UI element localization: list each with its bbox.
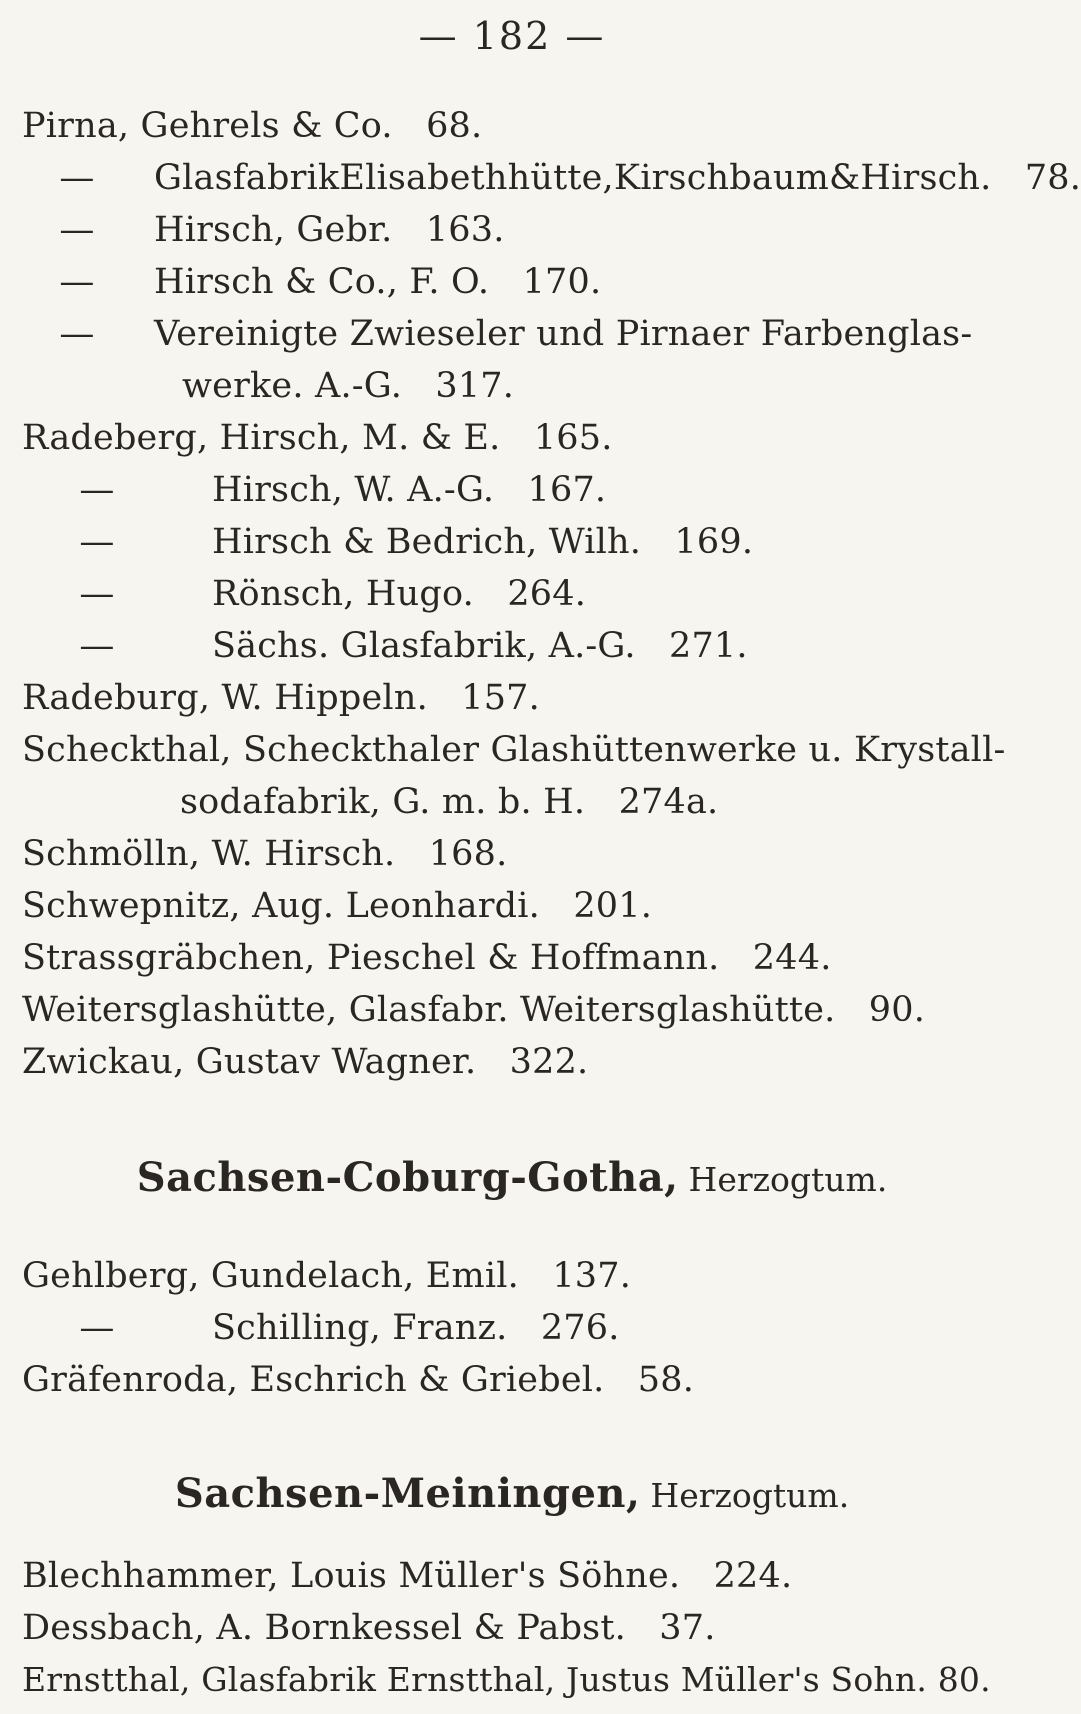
section-subtitle: Herzogtum. <box>650 1476 850 1515</box>
list-item <box>22 724 1006 776</box>
list-item <box>22 1602 1002 1654</box>
entry-text: Glasfabr. Weitersglashütte. <box>348 990 836 1030</box>
entry-number: 157. <box>461 678 540 718</box>
section-title: Sachsen-Coburg-Gotha, <box>136 1154 679 1201</box>
list-item <box>22 672 1002 724</box>
list-item <box>22 1354 1002 1406</box>
entry-number: 37. <box>659 1608 716 1648</box>
entry-number: 78. <box>1024 158 1081 198</box>
place-name: Dessbach, <box>22 1608 206 1648</box>
place-name: Strassgräbchen, <box>22 938 316 978</box>
entry-text: A. Bornkessel & Pabst. <box>216 1608 626 1648</box>
entry-number: 276. <box>540 1308 620 1348</box>
list-item-continuation <box>22 360 1002 412</box>
list-item-continuation <box>22 776 1002 828</box>
list-item <box>22 100 1002 152</box>
entry-text: Rönsch, Hugo. <box>212 574 474 614</box>
place-name: Radeburg, <box>22 678 211 718</box>
list-item <box>22 880 1002 932</box>
entry-number: 169. <box>674 522 754 562</box>
entry-number: 165. <box>533 418 613 458</box>
place-name: Zwickau, <box>22 1042 185 1082</box>
list-item <box>22 828 1002 880</box>
ditto-dash: — <box>59 314 95 354</box>
entry-number: 322. <box>509 1042 589 1082</box>
list-item <box>22 1250 1002 1302</box>
list-item <box>22 984 1002 1036</box>
entry-text: W. Hippeln. <box>221 678 428 718</box>
entry-number: 271. <box>668 626 748 666</box>
entry-text: Hirsch, M. & E. <box>219 418 501 458</box>
entry-text: sodafabrik, G. m. b. H. <box>180 782 586 822</box>
ditto-dash: — <box>79 522 115 562</box>
entry-text: Louis Müller's Söhne. <box>290 1556 681 1596</box>
list-item <box>22 308 1002 360</box>
page-number: — 182 — <box>418 14 606 58</box>
entry-text: W. Hirsch. <box>211 834 396 874</box>
entry-number: 58. <box>637 1360 695 1400</box>
list-item <box>22 1550 1002 1602</box>
entry-text: Hirsch, Gebr. <box>154 210 393 250</box>
entry-text: Pieschel & Hoffmann. <box>326 938 720 978</box>
ditto-dash: — <box>79 470 115 510</box>
entry-text: Hirsch & Co., F. O. <box>154 262 490 302</box>
entry-number: 201. <box>573 886 653 926</box>
entry-text: Gustav Wagner. <box>195 1042 477 1082</box>
place-name: Blechhammer, <box>22 1556 279 1596</box>
ditto-dash: — <box>79 626 115 666</box>
entry-number: 274a. <box>618 782 719 822</box>
entry-number: 80. <box>937 1660 991 1699</box>
entry-number: 170. <box>522 262 602 302</box>
section-heading <box>0 1150 1024 1208</box>
entry-text: Hirsch, W. A.-G. <box>212 470 495 510</box>
section-heading <box>0 1466 1024 1524</box>
ditto-dash: — <box>59 158 95 198</box>
list-item <box>22 464 1002 516</box>
list-item <box>22 1036 1002 1088</box>
entry-text: Scheckthaler Glashüttenwerke u. Krystall- <box>242 730 1006 770</box>
place-name: Weitersglashütte, <box>22 990 338 1030</box>
entry-number: 90. <box>868 990 926 1030</box>
place-name: Schwepnitz, <box>22 886 241 926</box>
entry-text: werke. A.-G. <box>182 366 403 406</box>
ditto-dash: — <box>79 1308 115 1348</box>
entry-text: Sächs. Glasfabrik, A.-G. <box>212 626 636 666</box>
entry-number: 167. <box>527 470 607 510</box>
entry-number: 224. <box>713 1556 793 1596</box>
list-item <box>22 516 1002 568</box>
ditto-dash: — <box>59 262 95 302</box>
entry-text: Glasfabrik Ernstthal, Justus Müller's Sohn. <box>201 1660 928 1699</box>
place-name: Schmölln, <box>22 834 201 874</box>
place-name: Pirna, <box>22 106 130 146</box>
entry-text: Hirsch & Bedrich, Wilh. <box>212 522 642 562</box>
place-name: Gräfenroda, <box>22 1360 239 1400</box>
entry-text: Gundelach, Emil. <box>210 1256 519 1296</box>
list-item <box>22 1654 1002 1706</box>
ditto-dash: — <box>79 574 115 614</box>
place-name: Ernstthal, <box>22 1660 191 1699</box>
entry-number: 137. <box>552 1256 632 1296</box>
entry-number: 264. <box>507 574 587 614</box>
entry-number: 317. <box>435 366 515 406</box>
entry-number: 68. <box>426 106 483 146</box>
entry-number: 168. <box>428 834 508 874</box>
entry-text: Aug. Leonhardi. <box>252 886 540 926</box>
list-item <box>22 1302 1002 1354</box>
list-item <box>22 412 1002 464</box>
section-title: Sachsen-Meiningen, <box>174 1470 641 1517</box>
place-name: Scheckthal, <box>22 730 232 770</box>
list-item <box>22 620 1002 672</box>
list-item <box>22 568 1002 620</box>
list-item <box>22 204 1002 256</box>
list-item <box>22 152 1081 204</box>
place-name: Radeberg, <box>22 418 209 458</box>
entry-number: 163. <box>425 210 505 250</box>
entry-text: Gehrels & Co. <box>140 106 393 146</box>
entry-text: Schilling, Franz. <box>212 1308 508 1348</box>
list-item <box>22 932 1002 984</box>
entry-text: GlasfabrikElisabethhütte,Kirschbaum&Hirsch. <box>154 158 992 198</box>
section-subtitle: Herzogtum. <box>688 1160 888 1199</box>
entry-text: Eschrich & Griebel. <box>249 1360 605 1400</box>
entry-text: Vereinigte Zwieseler und Pirnaer Farbenglas- <box>154 314 973 354</box>
ditto-dash: — <box>59 210 95 250</box>
list-item <box>22 256 1002 308</box>
entry-number: 244. <box>752 938 832 978</box>
place-name: Gehlberg, <box>22 1256 200 1296</box>
